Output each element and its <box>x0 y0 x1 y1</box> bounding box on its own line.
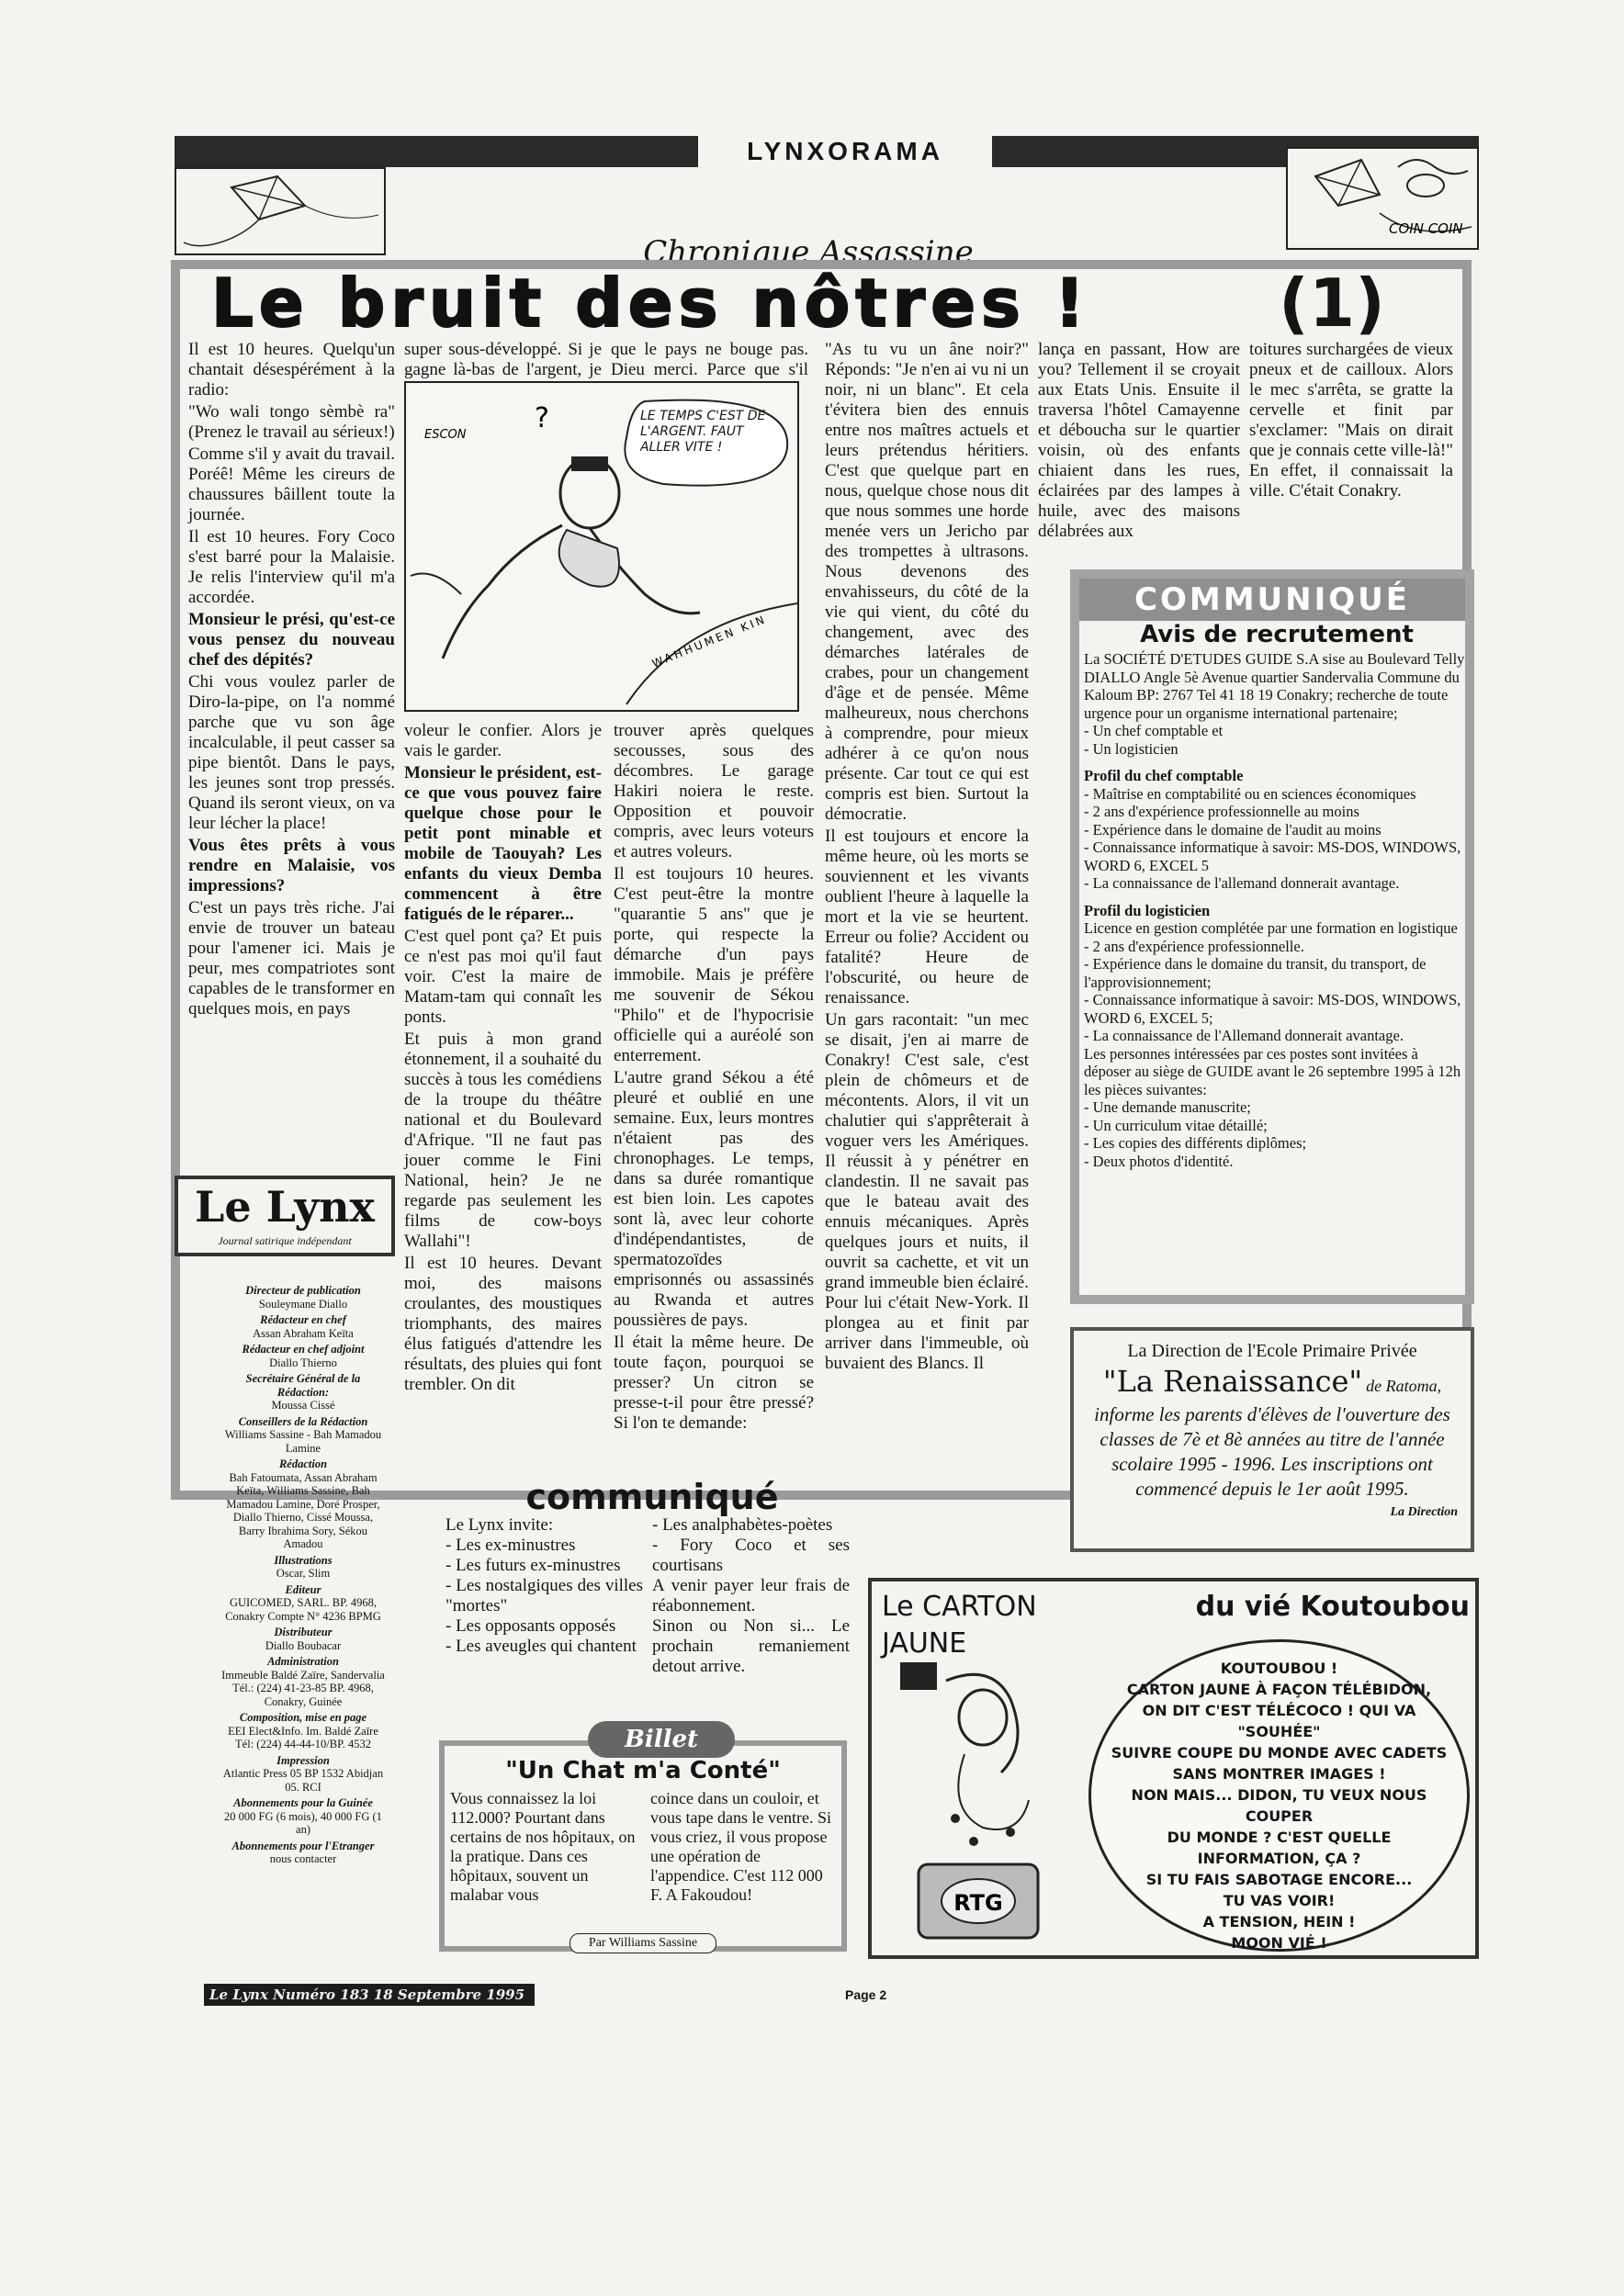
billet-text-left: Vous connaissez la loi 112.000? Pourtant dans certains de nos hôpitaux, on la pratique. Dans ces hôpitaux, souvent un malabar vous <box>450 1789 636 1904</box>
article-column-2-top: super sous-développé. Si je gagne là-bas de l'argent, je <box>404 340 602 379</box>
school-notice-signature: La Direction <box>1390 1505 1458 1519</box>
speech-line: SANS MONTRER IMAGES ! <box>1172 1765 1386 1783</box>
recruitment-body <box>1084 650 1465 1298</box>
required-document: - Les copies des différents diplômes; <box>1084 1134 1307 1152</box>
profile-requirement: - 2 ans d'expérience professionnelle au moins <box>1084 803 1359 820</box>
staff-role: Editeur <box>285 1582 321 1596</box>
school-notice-intro: La Direction de l'Ecole Primaire Privée <box>1127 1341 1417 1361</box>
staff-role: Distributeur <box>274 1626 333 1638</box>
staff-names: Diallo Boubacar <box>265 1638 342 1652</box>
invite-line: Sinon ou Non si... Le prochain remaniement detout arrive. <box>652 1616 850 1676</box>
article-paragraph: C'est quel pont ça? Et puis ce n'est pas moi qu'il faut voir. C'est la maire de Matam-tam qui connaît les ponts. <box>404 927 602 1027</box>
school-name: "La Renaissance" <box>1102 1364 1363 1399</box>
page-number: Page 2 <box>845 1987 887 2002</box>
billet-title: "Un Chat m'a Conté" <box>505 1757 781 1784</box>
article-paragraph: Il est toujours et encore la même heure, où les morts se souviennent et les vivants oublient l'heure à laquelle la mort et la vie se heurtent. Erreur ou folie? Accident ou fatalité? Heure de l'obscurité, ou heure de renaissance. <box>825 827 1029 1007</box>
masthead-name: Le Lynx <box>195 1182 375 1232</box>
billet-text-right: coince dans un couloir, et vous tape dans le ventre. Si vous criez, il vous propose une opération de l'appendice. C'est 112 000 F. A Fakoudou! <box>650 1789 831 1904</box>
masthead-logo-box <box>175 1176 395 1256</box>
question-mark: ? <box>535 402 549 434</box>
invite-line: - Les aveugles qui chantent <box>445 1637 637 1656</box>
tv-set-drawing <box>882 1644 1084 1947</box>
speech-line: TU VAS VOIR! <box>1223 1892 1336 1909</box>
invite-line: Le Lynx invite: <box>445 1515 554 1535</box>
staff-role: Administration <box>267 1655 339 1668</box>
staff-role: Abonnements pour l'Etranger <box>231 1839 375 1852</box>
invite-line: - Les opposants opposés <box>445 1616 616 1636</box>
article-paragraph: Et puis à mon grand étonnement, il a souhaité du succès à tous les comédiens de la troupe du théâtre national et du Boulevard d'Afrique. "Il ne faut pas jouer comme le Fini National, hein? Je ne regarde pas seulement les films de cow-boys Wallahi"! <box>404 1030 602 1251</box>
staff-names: Diallo Thierno <box>269 1356 337 1369</box>
invite-line: - Fory Coco et ses courtisans <box>652 1536 850 1575</box>
masthead-staff-list <box>220 1281 386 1979</box>
staff-names: Atlantic Press 05 BP 1532 Abidjan 05. RCI <box>222 1767 384 1794</box>
article-paragraph: Un gars racontait: "un mec se disait, j'en ai marre de Conakry! C'est sale, c'est plein de chômeurs et de mécontents. Alors, il vit un chalutier qui s'apprêterait à voguer vers les Amériques. Il réussit à y pénétrer en clandestin. Il ne savait pas que le bateau avait des ennuis mécaniques. Après quelques jours et nuits, il ouvrit sa cachette, et vit un grand immeuble bien éclairé. Pour lui c'était New-York. Il plongea au et finit par arriver dans l'immeuble, où buvaient des Blancs. Il <box>825 1010 1029 1373</box>
article-paragraph: "As tu vu un âne noir?" Réponds: "Je n'en ai vu ni un noir, ni un blanc". Et cela t'évitera bien des ennuis entre nos maîtres actuels et leurs prétendus héritiers. C'est que quelque part en nous, quelque chose nous dit que nous sommes une horde menée vers un Jericho par des trompettes à ultrasons. Nous devenons des envahisseurs, du côté de la vie qui vient, du côté du changement, avec des démarches latérales de crabes, pour un changement d'âge et de pensée. Même malheureux, nous cherchons à comprendre, pour mieux adhérer à ce qu'on nous présente. Car tout ce qui est compris est bien. Surtout la démocratie. <box>825 340 1029 824</box>
kite-illustration-left <box>175 167 386 255</box>
article-column-1 <box>188 340 395 1148</box>
school-notice <box>1070 1327 1474 1552</box>
profile-requirement: - La connaissance de l'Allemand donnerait avantage. <box>1084 1027 1404 1044</box>
recruitment-subtitle: Avis de recrutement <box>1140 621 1414 648</box>
speech-bubble-text <box>1107 1658 1451 1952</box>
article-paragraph: Il est 10 heures. Devant moi, des maisons croulantes, des moustiques triomphants, des maires élus fatigués d'attendre les résultats, des pluies qui font trembler. On dit <box>404 1254 602 1394</box>
article-paragraph: L'autre grand Sékou a été pleuré et oublié en une semaine. Eux, leurs montres n'étaient pas des chronophages. Le temps, dans sa durée romantique est bien loin. Les capotes sont là, avec leur cohorte d'indépendantistes, de spermatozoïdes emprisonnés ou assassinés au Rwanda et autres poussières de pays. <box>614 1068 814 1330</box>
staff-names: Williams Sassine - Bah Mamadou Lamine <box>224 1428 382 1455</box>
staff-names: Immeuble Baldé Zaïre, Sandervalia Tél.: (224) 41-23-85 BP. 4968, Conakry, Guinée <box>221 1668 385 1708</box>
headline: Le bruit des nôtres ! <box>211 264 1090 342</box>
article-paragraph: Vous êtes prêts à vous rendre en Malaisie, vos impressions? <box>188 836 395 895</box>
required-document: - Un curriculum vitae détaillé; <box>1084 1116 1268 1134</box>
profile-requirement: - 2 ans d'expérience professionnelle. <box>1084 937 1304 955</box>
article-column-2 <box>404 721 602 1474</box>
staff-names: EEI Elect&Info. Im. Baldé Zaïre Tél: (224) 44-44-10/BP. 4532 <box>228 1724 378 1750</box>
profile-title: Profil du logisticien <box>1084 901 1211 919</box>
cartoon-ground-text: WAHHUMEN KIN <box>649 612 769 670</box>
profile-requirement: - La connaissance de l'allemand donnerait avantage. <box>1084 874 1400 892</box>
headline-part-number: (1) <box>1279 264 1385 342</box>
invite-line: - Les ex-minustres <box>445 1536 576 1555</box>
staff-role: Rédacteur en chef adjoint <box>242 1343 365 1356</box>
profile-requirement: - Expérience dans le domaine de l'audit au moins <box>1084 820 1382 838</box>
staff-role: Illustrations <box>274 1553 333 1567</box>
invite-line: - Les nostalgiques des villes "mortes" <box>445 1576 643 1615</box>
staff-names: GUICOMED, SARL. BP. 4968, Conakry Compte N° 4236 BPMG <box>225 1596 381 1623</box>
staff-role: Secrétaire Général de la Rédaction: <box>245 1372 361 1399</box>
cartoon-sign: ESCON <box>424 428 467 442</box>
profile-title: Profil du chef comptable <box>1084 767 1244 784</box>
article-paragraph: C'est un pays très riche. J'ai envie de trouver un bateau pour l'amener ici. Mais je peur, mes compatriotes sont capables de le transformer en quelques mois, en pays <box>188 898 395 1019</box>
article-paragraph: "Wo wali tongo sèmbè ra" (Prenez le travail au sérieux!) <box>188 402 395 442</box>
staff-names: Assan Abraham Keïta <box>253 1326 354 1340</box>
article-paragraph: Il est 10 heures. Fory Coco s'est barré pour la Malaisie. Je relis l'interview qu'il m'a accordée. <box>188 527 395 607</box>
staff-role: Impression <box>276 1753 330 1767</box>
section-title: LYNXORAMA <box>698 136 992 167</box>
school-place: de Ratoma, <box>1366 1377 1442 1395</box>
article-paragraph: Chi vous voulez parler de Diro-la-pipe, on l'a nommé parche que vu son âge incalculable, il peut casser sa pipe bientôt. Dans le pays, les jeunes sont trop pressés. Quand ils seront vieux, on va leur lécher la place! <box>188 672 395 833</box>
article-column-3-top: que le pays ne bouge pas. Dieu merci. Parce que s'il <box>611 340 808 379</box>
speech-line: DU MONDE ? C'EST QUELLE INFORMATION, ÇA ? <box>1167 1829 1392 1867</box>
communique-2-right <box>652 1515 850 1717</box>
speech-line: ON DIT C'EST TÉLÉCOCO ! QUI VA "SOUHÉE" <box>1142 1702 1416 1740</box>
cartoon-speech: LE TEMPS C'EST DE L'ARGENT. FAUT ALLER VITE ! <box>640 409 766 455</box>
article-column-4 <box>825 340 1029 1534</box>
profile-requirement: Licence en gestion complétée par une formation en logistique <box>1084 919 1458 937</box>
speech-line: CARTON JAUNE À FAÇON TÉLÉBIDON, <box>1126 1681 1432 1698</box>
article-paragraph: Il était la même heure. De toute façon, pourquoi se presser? Un citron se presse-t-il pour être pressé? Si l'on te demande: <box>614 1333 814 1433</box>
recruitment-post: - Un chef comptable et <box>1084 722 1224 739</box>
staff-role: Directeur de publication <box>245 1284 361 1297</box>
communique-2-left <box>445 1515 643 1717</box>
staff-names: Moussa Cissé <box>271 1399 335 1412</box>
staff-role: Rédaction <box>278 1458 328 1470</box>
column-rubric: Chronique Assassine <box>643 234 974 271</box>
required-document: - Une demande manuscrite; <box>1084 1098 1251 1116</box>
staff-names: Souleymane Diallo <box>258 1297 348 1311</box>
staff-role: Rédacteur en chef <box>260 1313 346 1326</box>
article-paragraph: Monsieur le président, est-ce que vous pouvez faire quelque chose pour le petit pont minable et mobile de Taouyah? Les enfants du vieux Demba commencent à être fatigués de le réparer... <box>404 763 602 924</box>
issue-footer: Le Lynx Numéro 183 18 Septembre 1995 <box>204 1984 535 2006</box>
invite-line: - Les analphabètes-poètes <box>652 1515 833 1535</box>
billet-label: Billet <box>588 1721 735 1758</box>
staff-role: Composition, mise en page <box>239 1711 367 1724</box>
carton-jaune-title: Le CARTON JAUNE <box>882 1591 1037 1660</box>
article-paragraph: trouver après quelques secousses, sous des décombres. Le garage Hakiri noiera le reste. Opposition et pouvoir compris, avec leurs voteurs et autres voleurs. <box>614 721 814 861</box>
article-paragraph: Monsieur le prési, qu'est-ce vous pensez du nouveau chef des dépités? <box>188 610 395 670</box>
speech-line: A TENSION, HEIN ! <box>1202 1913 1356 1930</box>
recruitment-closing: Les personnes intéressées par ces postes sont invitées à déposer au siège de GUIDE avant le 26 septembre 1995 à 12h les pièces suivantes: <box>1084 1044 1461 1098</box>
article-column-3 <box>614 721 814 1474</box>
staff-names: nous contacter <box>269 1852 337 1865</box>
billet-byline: Par Williams Sassine <box>570 1933 716 1953</box>
staff-names: Bah Fatoumata, Assan Abraham Keïta, Williams Sassine, Bah Mamadou Lamine, Doré Prosper, Diallo Thierno, Cissé Moussa, Barry Ibrahima Sory, Sékou Amadou <box>226 1470 380 1550</box>
speech-line: KOUTOUBOU ! <box>1220 1660 1338 1677</box>
article-paragraph: voleur le confier. Alors je vais le garder. <box>404 721 602 760</box>
article-column-5-top: lança en passant, How are you? Tellement il se croyait aux Etats Unis. Ensuite il traversa l'hôtel Camayenne et déboucha sur le quartier voisin, où des enfants chiaient dans les rues, éclairées par des lampes à huile, avec des maisons délabrées aux <box>1038 340 1240 541</box>
profile-requirement: - Connaissance informatique à savoir: MS-DOS, WINDOWS, WORD 6, EXCEL 5 <box>1084 838 1461 874</box>
invite-line: - Les futurs ex-minustres <box>445 1556 621 1575</box>
staff-role: Abonnements pour la Guinée <box>233 1796 373 1809</box>
profile-requirement: - Connaissance informatique à savoir: MS-DOS, WINDOWS, WORD 6, EXCEL 5; <box>1084 991 1461 1027</box>
speech-line: SUIVRE COUPE DU MONDE AVEC CADETS <box>1111 1744 1448 1761</box>
cartoon-illustration <box>404 381 799 712</box>
school-notice-body: informe les parents d'élèves de l'ouverture des classes de 7è et 8è années au titre de l'année scolaire 1995 - 1996. Les inscriptions ont commencé depuis le 1er août 1995. <box>1094 1403 1450 1500</box>
coin-coin-illustration <box>1286 147 1479 250</box>
carton-jaune-author: du vié Koutoubou <box>1195 1591 1470 1623</box>
communique-title: COMMUNIQUÉ <box>1079 579 1465 621</box>
staff-role: Conseillers de la Rédaction <box>238 1414 368 1428</box>
recruitment-post: - Un logisticien <box>1084 739 1179 758</box>
required-document: - Deux photos d'identité. <box>1084 1152 1234 1170</box>
communique-2-title: communiqué <box>525 1477 779 1517</box>
staff-names: Oscar, Slim <box>276 1567 331 1580</box>
staff-names: 20 000 FG (6 mois), 40 000 FG (1 an) <box>224 1809 382 1836</box>
masthead-tagline: Journal satirique indépendant <box>218 1234 352 1247</box>
invite-line: A venir payer leur frais de réabonnement. <box>652 1576 850 1615</box>
profile-requirement: - Expérience dans le domaine du transit, du transport, de l'approvisionnement; <box>1084 955 1427 991</box>
speech-line: SI TU FAIS SABOTAGE ENCORE... <box>1145 1871 1413 1888</box>
recruitment-intro: La SOCIÉTÉ D'ETUDES GUIDE S.A sise au Boulevard Telly DIALLO Angle 5è Avenue quartier Sandervalia Commune du Kaloum BP: 2767 Tel 41 18 19 Conakry; recherche de toute urgence pour un organisme international partenaire; <box>1084 650 1465 722</box>
article-paragraph: Il est toujours 10 heures. C'est peut-être la montre "quarantie 5 ans" que je porte, qui respecte la démarche d'un pays immobile. Mais je préfère me souvenir de Sékou "Philo" et de l'hypocrisie officielle qui a auréolé son enterrement. <box>614 864 814 1065</box>
article-paragraph: Comme s'il y avait du travail. Poréê! Même les cireurs de chaussures bâillent toute la journée. <box>188 445 395 524</box>
coin-coin-label: COIN COIN <box>1389 220 1463 237</box>
speech-line: NON MAIS... DIDON, TU VEUX NOUS COUPER <box>1131 1786 1427 1825</box>
tv-rtg-label: RTG <box>953 1890 1003 1916</box>
article-paragraph: Il est 10 heures. Quelqu'un chantait désespérément à la radio: <box>188 340 395 400</box>
article-column-6-top: toitures surchargées de vieux pneux et de cailloux. Alors le mec s'arrêta, se gratte la cervelle et finit par s'exclamer: "Mais on dirait que je connais cette ville-là!" En effet, il connaissait la ville. C'était Conakry. <box>1249 340 1453 501</box>
profile-requirement: - Maîtrise en comptabilité ou en sciences économiques <box>1084 784 1416 803</box>
speech-line: MOON VIÉ ! <box>1231 1934 1327 1952</box>
